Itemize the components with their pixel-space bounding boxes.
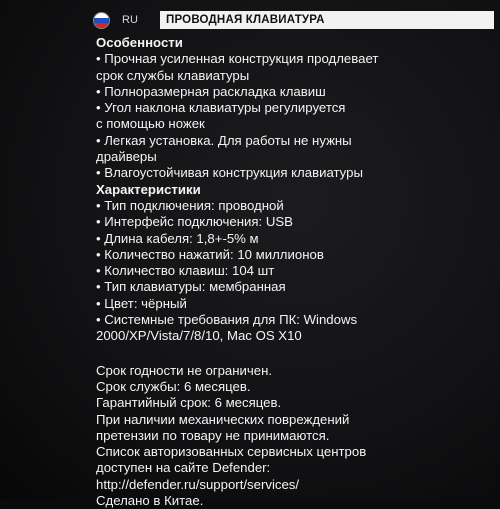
features-line: • Легкая установка. Для работы не нужны [96,132,352,148]
specs-line: • Системные требования для ПК: Windows [96,312,358,328]
features-line: драйверы [96,149,157,165]
features-line: • Полноразмерная раскладка клавиш [96,83,326,99]
specs-line: • Цвет: чёрный [96,295,187,311]
features-line: срок службы клавиатуры [96,67,250,83]
specs-line: • Тип подключения: проводной [96,197,284,213]
russia-flag-icon [93,12,110,29]
footer-line: Срок службы: 6 месяцев. [96,378,251,394]
features-title: Особенности [96,35,183,50]
specs-line: 2000/XP/Vista/7/8/10, Mac OS X10 [96,328,302,344]
footer-line: претензии по товару не принимаются. [96,427,330,443]
specs-line: • Количество клавиш: 104 шт [96,263,275,279]
section-gap [96,345,494,363]
features-line: • Влагоустойчивая конструкция клавиатуры [96,165,363,181]
header [90,8,494,32]
features-list [96,51,494,181]
footer-line: Сделано в Китае. [96,493,204,509]
footer-line: Гарантийный срок: 6 месяцев. [96,395,282,411]
features-line: • Угол наклона клавиатуры регулируется [96,100,346,116]
label-content [96,35,494,509]
specs-line: • Длина кабеля: 1,8+-5% м [96,230,259,246]
specs-line: • Количество нажатий: 10 миллионов [96,246,324,262]
footer-line: доступен на сайте Defender: [96,460,271,476]
specs-list [96,198,494,345]
footer-line: Список авторизованных сервисных центров [96,444,367,460]
support-url: http://defender.ru/support/services/ [96,476,300,492]
features-line: • Прочная усиленная конструкция продлевает [96,51,379,67]
product-title: ПРОВОДНАЯ КЛАВИАТУРА [160,11,494,29]
features-line: с помощью ножек [96,116,205,132]
footer-info [96,363,494,509]
specs-line: • Тип клавиатуры: мембранная [96,279,286,295]
footer-line: Срок годности не ограничен. [96,362,273,378]
specs-line: • Интерфейс подключения: USB [96,214,293,230]
footer-line: При наличии механических повреждений [96,411,350,427]
specs-title: Характеристики [96,181,201,197]
language-code: RU [122,14,138,26]
